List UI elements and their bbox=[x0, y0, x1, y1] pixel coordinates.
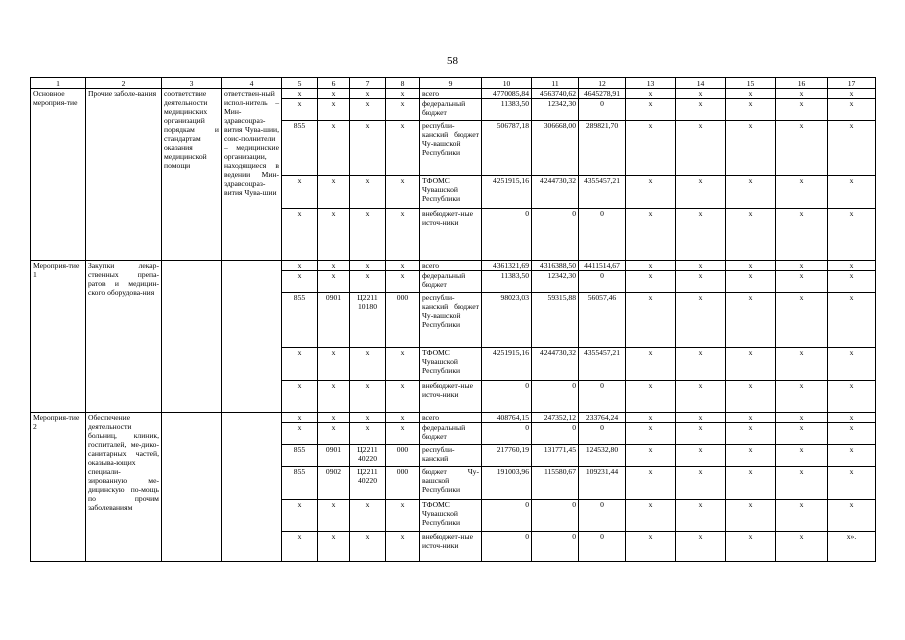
code-type-cell: х bbox=[386, 261, 420, 271]
value-cell: 124532,80 bbox=[579, 445, 626, 467]
value-cell: 247352,12 bbox=[532, 413, 579, 423]
value-cell: 131771,45 bbox=[532, 445, 579, 467]
value-cell: х bbox=[676, 121, 726, 176]
value-cell: х bbox=[828, 271, 876, 293]
value-cell: х bbox=[726, 99, 776, 121]
budget-table bbox=[30, 77, 876, 562]
value-cell: х bbox=[626, 271, 676, 293]
value-cell: х bbox=[828, 261, 876, 271]
value-cell: х bbox=[626, 348, 676, 381]
executor-cell bbox=[222, 261, 282, 413]
value-cell: 0 bbox=[532, 381, 579, 413]
value-cell: х bbox=[626, 121, 676, 176]
value-cell: х bbox=[776, 176, 828, 209]
column-header-6: 6 bbox=[318, 78, 350, 89]
code-section-cell: х bbox=[318, 348, 350, 381]
code-grbs-cell: х bbox=[282, 261, 318, 271]
funding-source-cell: ТФОМС Чувашской Республики bbox=[420, 176, 482, 209]
value-cell: 59315,88 bbox=[532, 293, 579, 348]
value-cell: х bbox=[626, 99, 676, 121]
code-grbs-cell: х bbox=[282, 423, 318, 445]
value-cell: 191003,96 bbox=[482, 467, 532, 500]
value-cell: х bbox=[676, 261, 726, 271]
value-cell: х bbox=[726, 500, 776, 532]
value-cell: х bbox=[828, 176, 876, 209]
funding-source-cell: внебюджет-ные источ-ники bbox=[420, 381, 482, 413]
code-section-cell: х bbox=[318, 176, 350, 209]
value-cell: х bbox=[726, 176, 776, 209]
table-row bbox=[31, 261, 876, 271]
code-target-cell: Ц2211 40220 bbox=[350, 445, 386, 467]
value-cell: х bbox=[776, 99, 828, 121]
code-target-cell: х bbox=[350, 423, 386, 445]
value-cell: х bbox=[626, 500, 676, 532]
value-cell: х bbox=[676, 423, 726, 445]
value-cell: 12342,30 bbox=[532, 99, 579, 121]
value-cell: 4355457,21 bbox=[579, 176, 626, 209]
value-cell: 4645278,91 bbox=[579, 89, 626, 99]
value-cell: х bbox=[828, 209, 876, 261]
value-cell: 0 bbox=[482, 423, 532, 445]
code-grbs-cell: 855 bbox=[282, 293, 318, 348]
column-header-1: 1 bbox=[31, 78, 86, 89]
funding-source-cell: внебюджет-ные источ-ники bbox=[420, 532, 482, 562]
value-cell: 0 bbox=[579, 500, 626, 532]
value-cell: х bbox=[726, 413, 776, 423]
value-cell: х bbox=[828, 445, 876, 467]
value-cell: х bbox=[676, 413, 726, 423]
code-type-cell: х bbox=[386, 176, 420, 209]
value-cell: х bbox=[726, 209, 776, 261]
value-cell: 0 bbox=[532, 500, 579, 532]
code-target-cell: х bbox=[350, 209, 386, 261]
value-cell: х bbox=[776, 261, 828, 271]
column-header-8: 8 bbox=[386, 78, 420, 89]
value-cell: х bbox=[828, 467, 876, 500]
goal-cell bbox=[162, 261, 222, 413]
value-cell: 0 bbox=[482, 532, 532, 562]
activity-title-cell: Обеспечение деятельности больниц, клиник, госпиталей, ме-дико-санитарных частей, оказыва-ющих специали-зированную ме-дицинскую по-мощь по прочим заболеваниям bbox=[86, 413, 162, 562]
value-cell: х bbox=[626, 89, 676, 99]
executor-cell: ответствен-ный испол-нитель – Мин-здравсоцраз-вития Чува-шии, соис-полнители – медицинские организации, находящиеся в ведении Мин-здравсоцраз-вития Чува-шии bbox=[222, 89, 282, 261]
value-cell: х bbox=[676, 381, 726, 413]
code-type-cell: х bbox=[386, 99, 420, 121]
code-type-cell: х bbox=[386, 532, 420, 562]
value-cell: 0 bbox=[482, 500, 532, 532]
code-section-cell: х bbox=[318, 99, 350, 121]
value-cell: х bbox=[726, 467, 776, 500]
value-cell: х bbox=[676, 445, 726, 467]
code-type-cell: х bbox=[386, 500, 420, 532]
activity-title-cell: Закупки лекар-ственных препа-ратов и медицин-ского оборудова-ния bbox=[86, 261, 162, 413]
value-cell: х bbox=[726, 445, 776, 467]
value-cell: 12342,30 bbox=[532, 271, 579, 293]
column-header-10: 10 bbox=[482, 78, 532, 89]
value-cell: 109231,44 bbox=[579, 467, 626, 500]
value-cell: х bbox=[626, 381, 676, 413]
value-cell: х bbox=[676, 176, 726, 209]
code-grbs-cell: 855 bbox=[282, 445, 318, 467]
value-cell: 217760,19 bbox=[482, 445, 532, 467]
value-cell: 289821,70 bbox=[579, 121, 626, 176]
value-cell: 0 bbox=[532, 209, 579, 261]
code-type-cell: 000 bbox=[386, 467, 420, 500]
value-cell: 56057,46 bbox=[579, 293, 626, 348]
value-cell: 4770085,84 bbox=[482, 89, 532, 99]
column-header-15: 15 bbox=[726, 78, 776, 89]
value-cell: х bbox=[676, 500, 726, 532]
code-grbs-cell: х bbox=[282, 500, 318, 532]
value-cell: х bbox=[726, 261, 776, 271]
funding-source-cell: ТФОМС Чувашской Республики bbox=[420, 348, 482, 381]
funding-source-cell: внебюджет-ные источ-ники bbox=[420, 209, 482, 261]
value-cell: х bbox=[776, 500, 828, 532]
value-cell: 0 bbox=[579, 381, 626, 413]
code-target-cell: х bbox=[350, 532, 386, 562]
code-type-cell: х bbox=[386, 121, 420, 176]
value-cell: 4563740,62 bbox=[532, 89, 579, 99]
column-header-9: 9 bbox=[420, 78, 482, 89]
code-grbs-cell: х bbox=[282, 381, 318, 413]
executor-cell bbox=[222, 413, 282, 562]
value-cell: х bbox=[776, 209, 828, 261]
value-cell: х bbox=[776, 271, 828, 293]
value-cell: х bbox=[776, 89, 828, 99]
value-cell: х bbox=[828, 500, 876, 532]
column-header-13: 13 bbox=[626, 78, 676, 89]
value-cell: х bbox=[828, 99, 876, 121]
column-header-7: 7 bbox=[350, 78, 386, 89]
code-type-cell: 000 bbox=[386, 293, 420, 348]
value-cell: 0 bbox=[579, 99, 626, 121]
value-cell: х bbox=[828, 348, 876, 381]
value-cell: х bbox=[676, 271, 726, 293]
value-cell: 4244730,32 bbox=[532, 348, 579, 381]
code-grbs-cell: х bbox=[282, 176, 318, 209]
column-header-17: 17 bbox=[828, 78, 876, 89]
value-cell: 0 bbox=[482, 209, 532, 261]
value-cell: х bbox=[626, 413, 676, 423]
value-cell: х bbox=[626, 532, 676, 562]
value-cell: х bbox=[626, 176, 676, 209]
value-cell: 4251915,16 bbox=[482, 176, 532, 209]
activity-title-cell: Прочие заболе-вания bbox=[86, 89, 162, 261]
value-cell: х bbox=[676, 99, 726, 121]
value-cell: х bbox=[828, 381, 876, 413]
code-target-cell: х bbox=[350, 413, 386, 423]
code-section-cell: х bbox=[318, 121, 350, 176]
funding-source-cell: федеральный бюджет bbox=[420, 99, 482, 121]
value-cell: х bbox=[776, 381, 828, 413]
code-type-cell: х bbox=[386, 413, 420, 423]
column-header-3: 3 bbox=[162, 78, 222, 89]
value-cell: 115580,67 bbox=[532, 467, 579, 500]
page-number: 58 bbox=[447, 55, 458, 67]
value-cell: х bbox=[828, 413, 876, 423]
table-row bbox=[31, 413, 876, 423]
value-cell: х bbox=[828, 423, 876, 445]
code-type-cell: 000 bbox=[386, 445, 420, 467]
value-cell: 0 bbox=[579, 423, 626, 445]
value-cell: 0 bbox=[532, 532, 579, 562]
value-cell: х bbox=[626, 209, 676, 261]
value-cell: х». bbox=[828, 532, 876, 562]
value-cell: х bbox=[776, 293, 828, 348]
funding-source-cell: федеральный бюджет bbox=[420, 271, 482, 293]
column-header-16: 16 bbox=[776, 78, 828, 89]
value-cell: х bbox=[828, 89, 876, 99]
code-section-cell: 0902 bbox=[318, 467, 350, 500]
value-cell: х bbox=[676, 532, 726, 562]
value-cell: 0 bbox=[579, 209, 626, 261]
value-cell: 306668,00 bbox=[532, 121, 579, 176]
code-target-cell: Ц2211 40220 bbox=[350, 467, 386, 500]
code-target-cell: х bbox=[350, 261, 386, 271]
code-section-cell: х bbox=[318, 89, 350, 99]
funding-source-cell: республи-канский бюджет Чу-вашской Республики bbox=[420, 121, 482, 176]
column-header-2: 2 bbox=[86, 78, 162, 89]
column-header-14: 14 bbox=[676, 78, 726, 89]
value-cell: 11383,50 bbox=[482, 271, 532, 293]
code-target-cell: х bbox=[350, 381, 386, 413]
funding-source-cell: бюджет Чу-вашской Республики bbox=[420, 467, 482, 500]
code-target-cell: Ц2211 10180 bbox=[350, 293, 386, 348]
code-target-cell: х bbox=[350, 271, 386, 293]
value-cell: х bbox=[776, 423, 828, 445]
code-section-cell: х bbox=[318, 500, 350, 532]
column-header-4: 4 bbox=[222, 78, 282, 89]
code-type-cell: х bbox=[386, 348, 420, 381]
value-cell: х bbox=[676, 467, 726, 500]
table-row bbox=[31, 89, 876, 99]
value-cell: х bbox=[828, 293, 876, 348]
value-cell: х bbox=[726, 348, 776, 381]
value-cell: 0 bbox=[579, 532, 626, 562]
value-cell: 233764,24 bbox=[579, 413, 626, 423]
value-cell: 4355457,21 bbox=[579, 348, 626, 381]
value-cell: 0 bbox=[482, 381, 532, 413]
value-cell: х bbox=[726, 121, 776, 176]
funding-source-cell: республи-канский bbox=[420, 445, 482, 467]
goal-cell bbox=[162, 413, 222, 562]
code-type-cell: х bbox=[386, 271, 420, 293]
value-cell: х bbox=[776, 348, 828, 381]
value-cell: х bbox=[676, 293, 726, 348]
value-cell: 0 bbox=[579, 271, 626, 293]
code-grbs-cell: х bbox=[282, 413, 318, 423]
value-cell: х bbox=[626, 261, 676, 271]
value-cell: х bbox=[676, 89, 726, 99]
code-section-cell: 0901 bbox=[318, 445, 350, 467]
value-cell: х bbox=[726, 532, 776, 562]
value-cell: х bbox=[626, 293, 676, 348]
funding-source-cell: республи-канский бюджет Чу-вашской Республики bbox=[420, 293, 482, 348]
activity-name-cell: Основное мероприя-тие bbox=[31, 89, 86, 261]
code-target-cell: х bbox=[350, 99, 386, 121]
code-section-cell: х bbox=[318, 209, 350, 261]
value-cell: х bbox=[626, 445, 676, 467]
code-target-cell: х bbox=[350, 176, 386, 209]
value-cell: 11383,50 bbox=[482, 99, 532, 121]
code-target-cell: х bbox=[350, 121, 386, 176]
value-cell: х bbox=[726, 293, 776, 348]
code-grbs-cell: х bbox=[282, 348, 318, 381]
column-header-11: 11 bbox=[532, 78, 579, 89]
code-type-cell: х bbox=[386, 381, 420, 413]
value-cell: х bbox=[776, 467, 828, 500]
value-cell: х bbox=[726, 423, 776, 445]
value-cell: х bbox=[726, 381, 776, 413]
code-type-cell: х bbox=[386, 89, 420, 99]
value-cell: х bbox=[776, 121, 828, 176]
funding-source-cell: ТФОМС Чувашской Республики bbox=[420, 500, 482, 532]
code-target-cell: х bbox=[350, 348, 386, 381]
value-cell: х bbox=[776, 532, 828, 562]
code-section-cell: х bbox=[318, 532, 350, 562]
value-cell: х bbox=[776, 445, 828, 467]
header-row bbox=[31, 78, 876, 89]
value-cell: х bbox=[776, 413, 828, 423]
funding-source-cell: всего bbox=[420, 89, 482, 99]
funding-source-cell: федеральный бюджет bbox=[420, 423, 482, 445]
column-header-12: 12 bbox=[579, 78, 626, 89]
code-target-cell: х bbox=[350, 500, 386, 532]
value-cell: х bbox=[676, 209, 726, 261]
code-section-cell: х bbox=[318, 271, 350, 293]
value-cell: 4251915,16 bbox=[482, 348, 532, 381]
code-section-cell: 0901 bbox=[318, 293, 350, 348]
value-cell: 4411514,67 bbox=[579, 261, 626, 271]
code-grbs-cell: 855 bbox=[282, 121, 318, 176]
funding-source-cell: всего bbox=[420, 261, 482, 271]
value-cell: х bbox=[626, 467, 676, 500]
value-cell: 98023,03 bbox=[482, 293, 532, 348]
value-cell: х bbox=[726, 271, 776, 293]
code-grbs-cell: х bbox=[282, 532, 318, 562]
code-target-cell: х bbox=[350, 89, 386, 99]
code-grbs-cell: х bbox=[282, 99, 318, 121]
code-grbs-cell: х bbox=[282, 209, 318, 261]
value-cell: 4244730,32 bbox=[532, 176, 579, 209]
code-type-cell: х bbox=[386, 423, 420, 445]
code-type-cell: х bbox=[386, 209, 420, 261]
value-cell: 408764,15 bbox=[482, 413, 532, 423]
value-cell: х bbox=[676, 348, 726, 381]
code-section-cell: х bbox=[318, 413, 350, 423]
column-header-5: 5 bbox=[282, 78, 318, 89]
code-grbs-cell: 855 bbox=[282, 467, 318, 500]
goal-cell: соответствие деятельности медицинских организаций порядкам и стандартам оказания медицинской помощи bbox=[162, 89, 222, 261]
code-section-cell: х bbox=[318, 381, 350, 413]
value-cell: 4316388,50 bbox=[532, 261, 579, 271]
value-cell: 4361321,69 bbox=[482, 261, 532, 271]
activity-name-cell: Мероприя-тие 1 bbox=[31, 261, 86, 413]
code-section-cell: х bbox=[318, 261, 350, 271]
code-grbs-cell: х bbox=[282, 89, 318, 99]
code-section-cell: х bbox=[318, 423, 350, 445]
funding-source-cell: всего bbox=[420, 413, 482, 423]
value-cell: х bbox=[726, 89, 776, 99]
value-cell: 0 bbox=[532, 423, 579, 445]
activity-name-cell: Мероприя-тие 2 bbox=[31, 413, 86, 562]
value-cell: х bbox=[828, 121, 876, 176]
value-cell: 506787,18 bbox=[482, 121, 532, 176]
code-grbs-cell: х bbox=[282, 271, 318, 293]
value-cell: х bbox=[626, 423, 676, 445]
